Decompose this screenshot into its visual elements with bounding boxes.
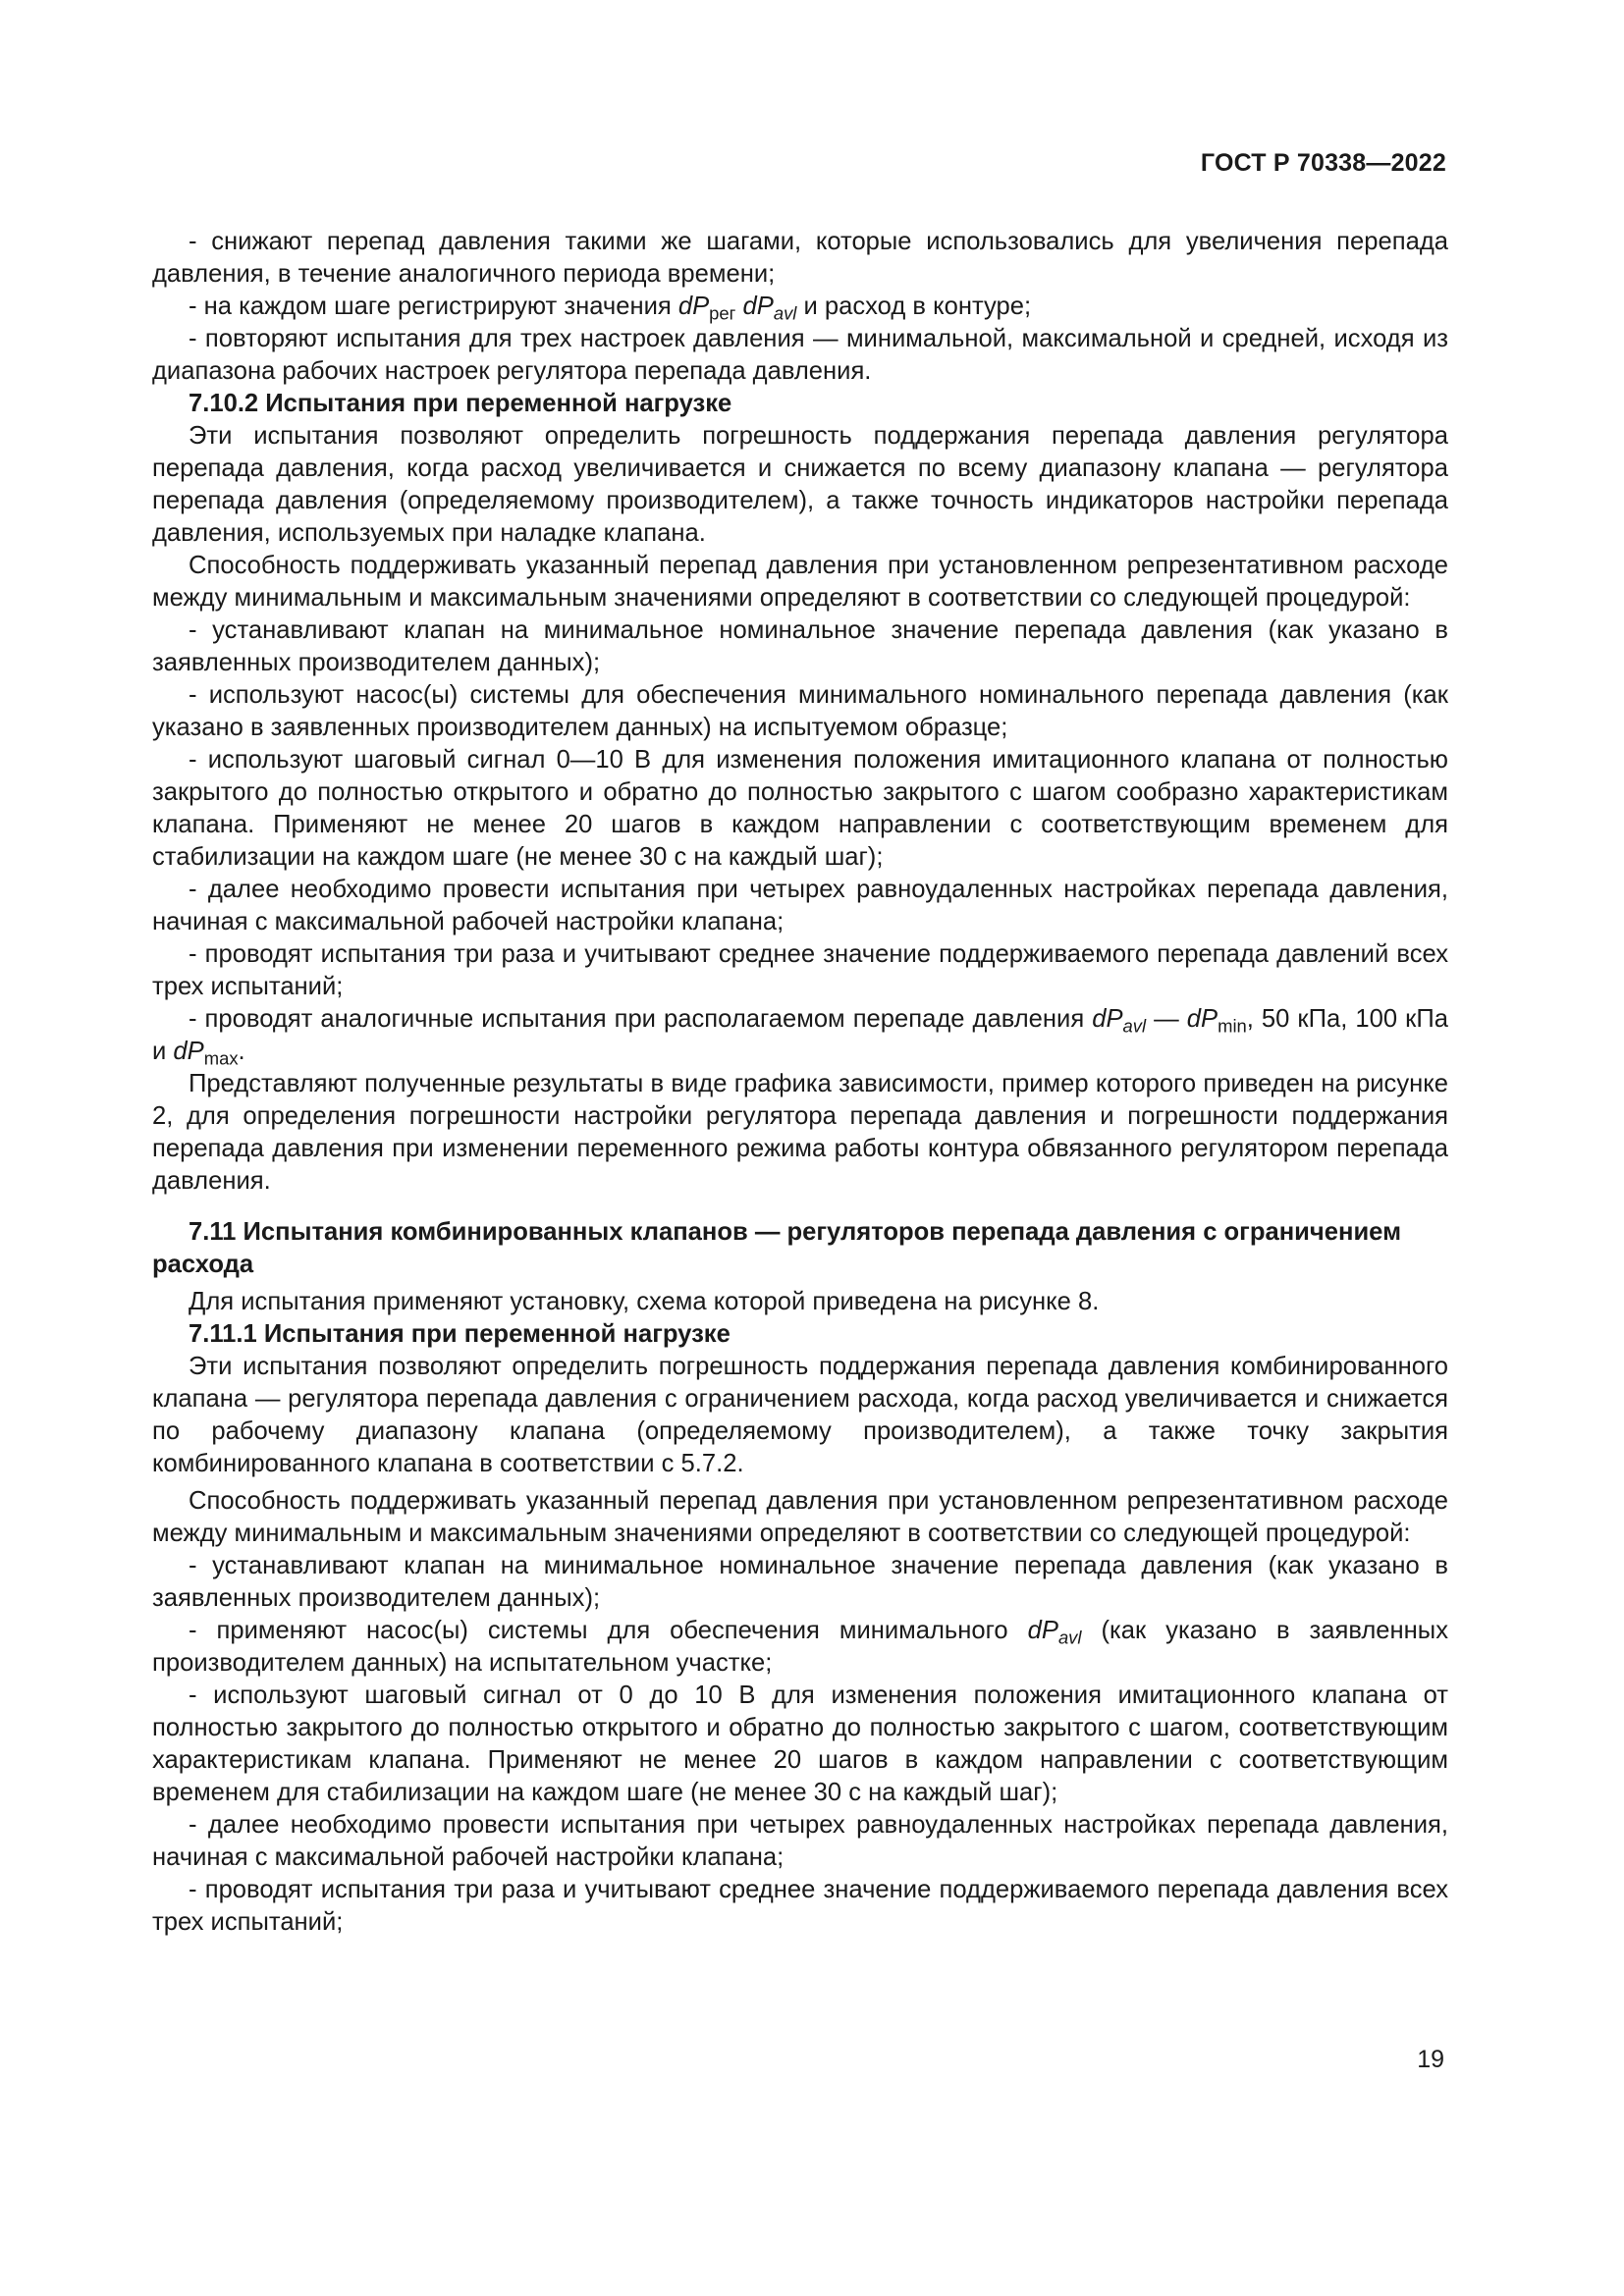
paragraph: Представляют полученные результаты в виде графика зависимости, пример которого приведен на рисунке 2, для определения погрешности настройки регулятора перепада давления и погрешности поддержания перепада давления при изменении переменного режима работы контура обвязанного регулятором перепада давления.: [152, 1070, 1448, 1195]
paragraph: Способность поддерживать указанный перепад давления при установленном репрезентативном расходе между минимальным и максимальным значениями определяют в соответствии со следующей процедурой:: [152, 1487, 1448, 1547]
list-item-formula: - проводят аналогичные испытания при располагаемом перепаде давления $dP_{avl}$ — $dP_{min}$, 50 кПа, 100 кПа и $dP_{max}$.: [152, 1005, 1448, 1069]
standard-id-header: ГОСТ Р 70338—2022: [1200, 149, 1446, 177]
list-item: - используют насос(ы) системы для обеспечения минимального номинального перепада давления (как указано в заявленных производителем данных) на испытуемом образце;: [152, 681, 1448, 741]
list-item: - устанавливают клапан на минимальное номинальное значение перепада давления (как указано в заявленных производителем данных);: [152, 616, 1448, 676]
document-body: [152, 226, 1448, 1939]
list-item: - используют шаговый сигнал от 0 до 10 В для изменения положения имитационного клапана от полностью закрытого до полностью открытого и обратно до полностью закрытого с шагом, соответствующим характеристикам клапана. Применяют не менее 20 шагов в каждом направлении с соответствующим временем для стабилизации на каждом шаге (не менее 30 с на каждый шаг);: [152, 1682, 1448, 1806]
paragraph: Для испытания применяют установку, схема которой приведена на рисунке 8.: [189, 1288, 1100, 1315]
paragraph: Эти испытания позволяют определить погрешность поддержания перепада давления регулятора перепада давления, когда расход увеличивается и снижается по всему диапазону клапана — регулятора перепада давления (определяемому производителем), а также точность индикаторов настройки перепада давления, используемых при наладке клапана.: [152, 422, 1448, 547]
list-item: - устанавливают клапан на минимальное номинальное значение перепада давления (как указано в заявленных производителем данных);: [152, 1552, 1448, 1612]
list-item: - проводят испытания три раза и учитывают среднее значение поддерживаемого перепада давлений всех трех испытаний;: [152, 940, 1448, 1000]
subsection-heading-7-11-1: 7.11.1 Испытания при переменной нагрузке: [189, 1320, 731, 1348]
list-item-formula: - на каждом шаге регистрируют значения $dP_{рег}$ $dP_{avl}$ и расход в контуре;: [189, 293, 1032, 324]
subsection-heading-7-10-2: 7.10.2 Испытания при переменной нагрузке: [189, 390, 732, 417]
list-item: - повторяют испытания для трех настроек давления — минимальной, максимальной и средней, исходя из диапазона рабочих настроек регулятора перепада давления.: [152, 325, 1448, 385]
page-number: 19: [1417, 2046, 1444, 2073]
list-item: - далее необходимо провести испытания при четырех равноудаленных настройках перепада давления, начиная с максимальной рабочей настройки клапана;: [152, 1811, 1448, 1871]
list-item: - проводят испытания три раза и учитывают среднее значение поддерживаемого перепада давления всех трех испытаний;: [152, 1876, 1448, 1936]
section-heading-7-11: 7.11 Испытания комбинированных клапанов — регуляторов перепада давления с ограничением расхода: [152, 1218, 1402, 1278]
list-item: - снижают перепад давления такими же шагами, которые использовались для увеличения перепада давления, в течение аналогичного периода времени;: [152, 228, 1448, 288]
paragraph: Способность поддерживать указанный перепад давления при установленном репрезентативном расходе между минимальным и максимальным значениями определяют в соответствии со следующей процедурой:: [152, 552, 1448, 612]
list-item: - далее необходимо провести испытания при четырех равноудаленных настройках перепада давления, начиная с максимальной рабочей настройки клапана;: [152, 876, 1448, 935]
list-item-formula: - применяют насос(ы) системы для обеспечения минимального $dP_{avl}$ (как указано в заявленных производителем данных) на испытательном участке;: [152, 1617, 1448, 1677]
paragraph: Эти испытания позволяют определить погрешность поддержания перепада давления комбинированного клапана — регулятора перепада давления с ограничением расхода, когда расход увеличивается и снижается по рабочему диапазону клапана (определяемому производителем), а также точку закрытия комбинированного клапана в соответствии с 5.7.2.: [152, 1353, 1448, 1477]
list-item: - используют шаговый сигнал 0—10 В для изменения положения имитационного клапана от полностью закрытого до полностью открытого и обратно до полностью закрытого с шагом сообразно характеристикам клапана. Применяют не менее 20 шагов в каждом направлении с соответствующим временем для стабилизации на каждом шаге (не менее 30 с на каждый шаг);: [152, 746, 1448, 871]
